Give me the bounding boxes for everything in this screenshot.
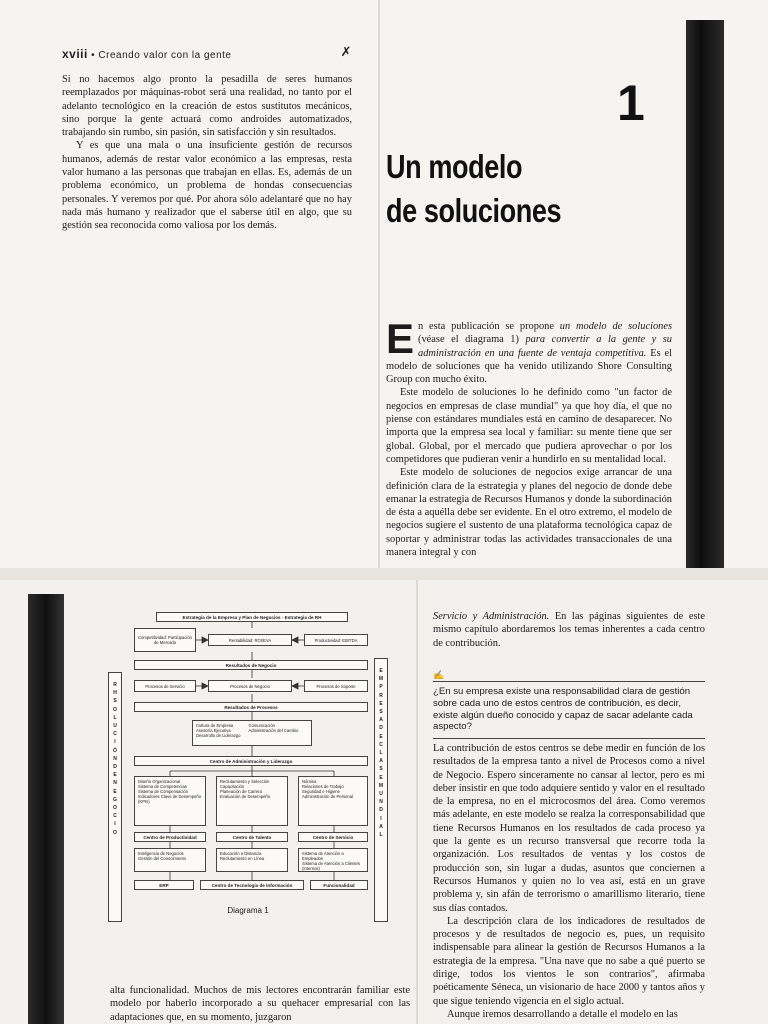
- item-group: [220, 851, 264, 861]
- letter: E: [379, 774, 383, 781]
- letter: A: [379, 758, 383, 765]
- list-item: Sistema de Compensación: [138, 789, 189, 794]
- item-group: [220, 779, 270, 799]
- letter: Ó: [113, 747, 117, 754]
- resultados-negocio-box: Resultados de Negocio: [134, 660, 368, 670]
- list-item: Planeación de Carrera: [220, 789, 262, 794]
- centro-administracion-box: Centro de Administración y Liderazgo: [134, 756, 368, 766]
- bottom-right-intro: [433, 610, 705, 650]
- letter: D: [379, 725, 383, 732]
- list-item: Capacitación: [220, 784, 245, 789]
- centro-servicio-box: Centro de Servicio: [298, 832, 368, 842]
- callout-rule-bottom: [433, 738, 705, 739]
- text-run-italic: para convertir a la gente y su administración en una fuente de ventaja competitiva.: [418, 334, 672, 359]
- letter: U: [113, 723, 117, 730]
- talento-items-box: [216, 776, 288, 826]
- item-group: [138, 779, 202, 804]
- strategy-box: Estrategia de la Empresa y Plan de Negocios · Estrategia de RH: [156, 612, 348, 622]
- letter: G: [113, 796, 117, 803]
- text-run: En las páginas siguientes de este mismo capítulo abordaremos los temas inherentes a cada centro de contribución.: [433, 611, 705, 649]
- bottom-right-text: [433, 742, 705, 1021]
- list-item: Asesoría Ejecutiva: [196, 728, 231, 733]
- list-item: Gestión del Conocimiento: [138, 856, 186, 861]
- list-item: Inteligencia de Negocios: [138, 851, 184, 856]
- servicio-items-box: [298, 776, 368, 826]
- letter: U: [379, 791, 383, 798]
- procesos-soporte-box: Procesos de Soporte: [304, 680, 368, 692]
- page-edge-shadow: [686, 20, 724, 568]
- logo-icon: ✗: [340, 44, 352, 59]
- list-item: Nómina: [302, 779, 317, 784]
- letter: M: [378, 676, 384, 683]
- paragraph: Aunque iremos desarrollando a detalle el modelo en las: [447, 1008, 678, 1020]
- procesos-negocio-box: Procesos de Negocio: [208, 680, 292, 692]
- drop-cap: E: [386, 315, 415, 362]
- letter: I: [380, 815, 382, 822]
- erp-box: ERP: [134, 880, 194, 890]
- letter: E: [113, 772, 117, 779]
- chapter-number: 1: [617, 75, 645, 131]
- letter: C: [113, 731, 117, 738]
- letter: S: [379, 766, 383, 773]
- spread-separator: [0, 568, 768, 580]
- letter: S: [113, 698, 117, 705]
- letter: L: [379, 750, 383, 757]
- letter: R: [113, 682, 117, 688]
- list-item: Sistema de Competencias: [138, 784, 187, 789]
- letter: E: [113, 788, 117, 795]
- list-item: Educación a Distancia: [220, 851, 262, 856]
- running-head-title: • Creando valor con la gente: [91, 50, 232, 61]
- competitividad-box: Competitividad: Participación de Mercado: [134, 628, 196, 652]
- list-item: Evaluación de Desempeño: [220, 794, 271, 799]
- text-run: n esta publicación se propone: [418, 321, 560, 332]
- text-run-italic: Servicio y Administración.: [433, 611, 550, 622]
- letter: L: [113, 714, 117, 721]
- letter: I: [114, 821, 116, 828]
- item-group: [302, 851, 364, 871]
- letter: E: [379, 700, 383, 707]
- text-run: Es el modelo de soluciones que ha venido utilizando Shore Consulting Group con mucho éxito.: [386, 347, 672, 386]
- letter: H: [113, 690, 117, 697]
- bottom-left-text: [110, 984, 410, 1024]
- rentabilidad-box: Rentabilidad: ROI/EVA: [208, 634, 292, 646]
- item-group: [196, 723, 240, 738]
- pen-icon: ✍: [433, 670, 445, 680]
- list-item: Reclutamiento y Selección: [220, 779, 270, 784]
- paragraph: [386, 315, 672, 386]
- educacion-box: [216, 848, 288, 872]
- letter: N: [379, 799, 383, 806]
- text-run-italic: un modelo de soluciones: [559, 321, 672, 332]
- paragraph: La contribución de estos centros se debe medir en función de los resultados de la empresa tanto a nivel de Procesos como a nivel de Negocio. Espero sinceramente no cansar al lector, pero es mi deber insistir en que todo adquiere sentido y valor en el resultado de la empresa, no en el microcosmos del área. Como veremos más adelante, en este modelo se realza la corresponsabilidad que tiene Recursos Humanos en los resultados de cada proceso ya que la gente es un recurso transversal que recorre toda la organización. Los resultados de ventas y los costos de producción son, sin lugar a dudas, asuntos que conciernen a Recursos Humanos y quien no lo vea así, está en un grave problema y, sin afán de terrorismo o amarillismo literario, tiene sus días contados.: [433, 743, 705, 914]
- running-head: [62, 44, 352, 61]
- diagram-caption: Diagrama 1: [227, 906, 269, 915]
- letter: N: [113, 780, 117, 787]
- list-item: Comunicación: [248, 723, 276, 728]
- letter: O: [113, 706, 117, 713]
- list-item: Diseño Organizacional: [138, 779, 181, 784]
- list-item: Administración del Cambio: [248, 728, 299, 733]
- list-item: Reclutamiento en Línea: [220, 856, 265, 861]
- letter: A: [379, 717, 383, 724]
- page-fold: [378, 0, 380, 568]
- item-group: [248, 723, 298, 733]
- list-item: Seguridad e Higiene: [302, 789, 340, 794]
- resultados-procesos-box: Resultados de Procesos: [134, 702, 368, 712]
- letter: A: [379, 823, 383, 830]
- right-page-text: [386, 315, 672, 559]
- letter: I: [114, 739, 116, 746]
- letter: C: [379, 741, 383, 748]
- letter: R: [379, 692, 383, 699]
- list-item: Indicadores Clave de Desempeño (KPIs): [138, 794, 202, 804]
- letter: E: [379, 733, 383, 740]
- letter: C: [113, 813, 117, 820]
- centro-productividad-box: Centro de Productividad: [134, 832, 206, 842]
- left-vertical-label: [108, 672, 122, 922]
- paragraph: Y es que una mala o una insuficiente gestión de recursos humanos, además de restar valor económico a las empresas, resta valor humano a las personas que trabajan en ellas. Es, además de un problema económico, un problema de hondas consecuencias personales. Y veremos por qué. Por ahora sólo adelantaré que no hay nada más humano y realizador que el saberse útil en algo, que su gestión sea reconocida como valiosa por los demás.: [62, 140, 352, 232]
- funcionalidad-box: Funcionalidad: [310, 880, 368, 890]
- left-page-text: [62, 73, 352, 233]
- procesos-servicio-box: Procesos de Servicio: [134, 680, 196, 692]
- letter: N: [113, 755, 117, 762]
- right-vertical-label: [374, 658, 388, 922]
- productividad-box: Productividad: EBITDA: [304, 634, 368, 646]
- paragraph: Este modelo de soluciones de negocios exige arrancar de una definición clara de la estrategia y planes del negocio de donde debe emanar la estrategia de Recursos Humanos y donde la subordinación de ésta a aquélla debe ser evidente. En el otro extremo, el modelo de negocios sugiere el sustento de una plataforma tecnológica capaz de soportar y administrar todas las actividades transaccionales de una manera integral y con: [386, 467, 672, 559]
- letter: O: [113, 805, 117, 812]
- page-number: xviii: [62, 47, 88, 61]
- list-item: Sistema de Atención a Empleados: [302, 851, 344, 861]
- page-fold: [416, 580, 418, 1024]
- item-group: [302, 779, 353, 799]
- paragraph: [433, 610, 705, 650]
- question-callout: [433, 670, 705, 739]
- centro-talento-box: Centro de Talento: [216, 832, 288, 842]
- centro-tecnologia-box: Centro de Tecnología de Información: [200, 880, 304, 890]
- letter: L: [379, 832, 383, 839]
- inteligencia-box: [134, 848, 206, 872]
- paragraph: La descripción clara de los indicadores de resultados de procesos y de resultados de negocio es, pues, un requisito indispensable para alinear la gestión de Recursos Humanos a la estrategia de la empresa. "Una nave que no sabe a qué puerto se dirige, todos los vientos le son contrarios", afirmaba poéticamente Séneca, un visionario de hace 2000 y tantos años y que sigue teniendo vigencia en el siglo actual.: [433, 915, 705, 1007]
- page-edge-shadow: [28, 594, 64, 1024]
- atencion-box: [298, 848, 368, 872]
- list-item: Relaciones de Trabajo: [302, 784, 344, 789]
- list-item: Cultura de Empresa: [196, 723, 234, 728]
- letter: O: [113, 829, 117, 836]
- list-item: Administración de Personal: [302, 794, 353, 799]
- chapter-title: [386, 145, 648, 233]
- paragraph: Este modelo de soluciones lo he definido como "un factor de negocios en empresas de clase mundial" ya que hoy día, el que no piense con estándares mundiales está en camino de desaparecer. No importa que la empresa sea local y familiar: su mente tiene que ser global. Global, por el mercado que pudiera aprovechar o por los competidores que pudieran venir a hundirlo en su mentalidad local.: [386, 387, 672, 465]
- bottom-spread: [0, 580, 768, 1024]
- letter: S: [379, 709, 383, 716]
- letter: P: [379, 684, 383, 691]
- text-run: (véase el diagrama 1): [418, 334, 526, 346]
- list-item: Sistema de Atención a Clientes (Internos): [302, 861, 360, 871]
- list-item: Desarrollo de Liderazgo: [196, 733, 241, 738]
- letter: M: [378, 782, 384, 789]
- letter: D: [379, 807, 383, 814]
- diagram-1: [96, 606, 400, 936]
- paragraph: Si no hacemos algo pronto la pesadilla de seres humanos reemplazados por máquinas-robot será una realidad, no tanto por el adelanto tecnológico en la creación de estos sustitutos mecánicos, sino porque la gente actuará como androides automatizados, trabajando sin rumbo, sin pasión, sin satisfacción y sin resultados.: [62, 74, 352, 139]
- letter: E: [379, 668, 383, 674]
- chapter-title-line: de soluciones: [386, 192, 562, 229]
- productividad-items-box: [134, 776, 206, 826]
- callout-question: ¿En su empresa existe una responsabilidad clara de gestión sobre cada uno de estos centros de contribución, es decir, existe algún dueño conocido y capaz de sacar adelante cada aspecto?: [433, 686, 693, 733]
- paragraph: alta funcionalidad. Muchos de mis lectores encontrarán familiar este modelo por haberlo incorporado a su quehacer empresarial con las adaptaciones que, en su momento, juzgaron: [110, 985, 410, 1023]
- letter: D: [113, 764, 117, 771]
- chapter-title-line: Un modelo: [386, 148, 523, 185]
- liderazgo-items-box: [192, 720, 312, 746]
- item-group: [138, 851, 186, 861]
